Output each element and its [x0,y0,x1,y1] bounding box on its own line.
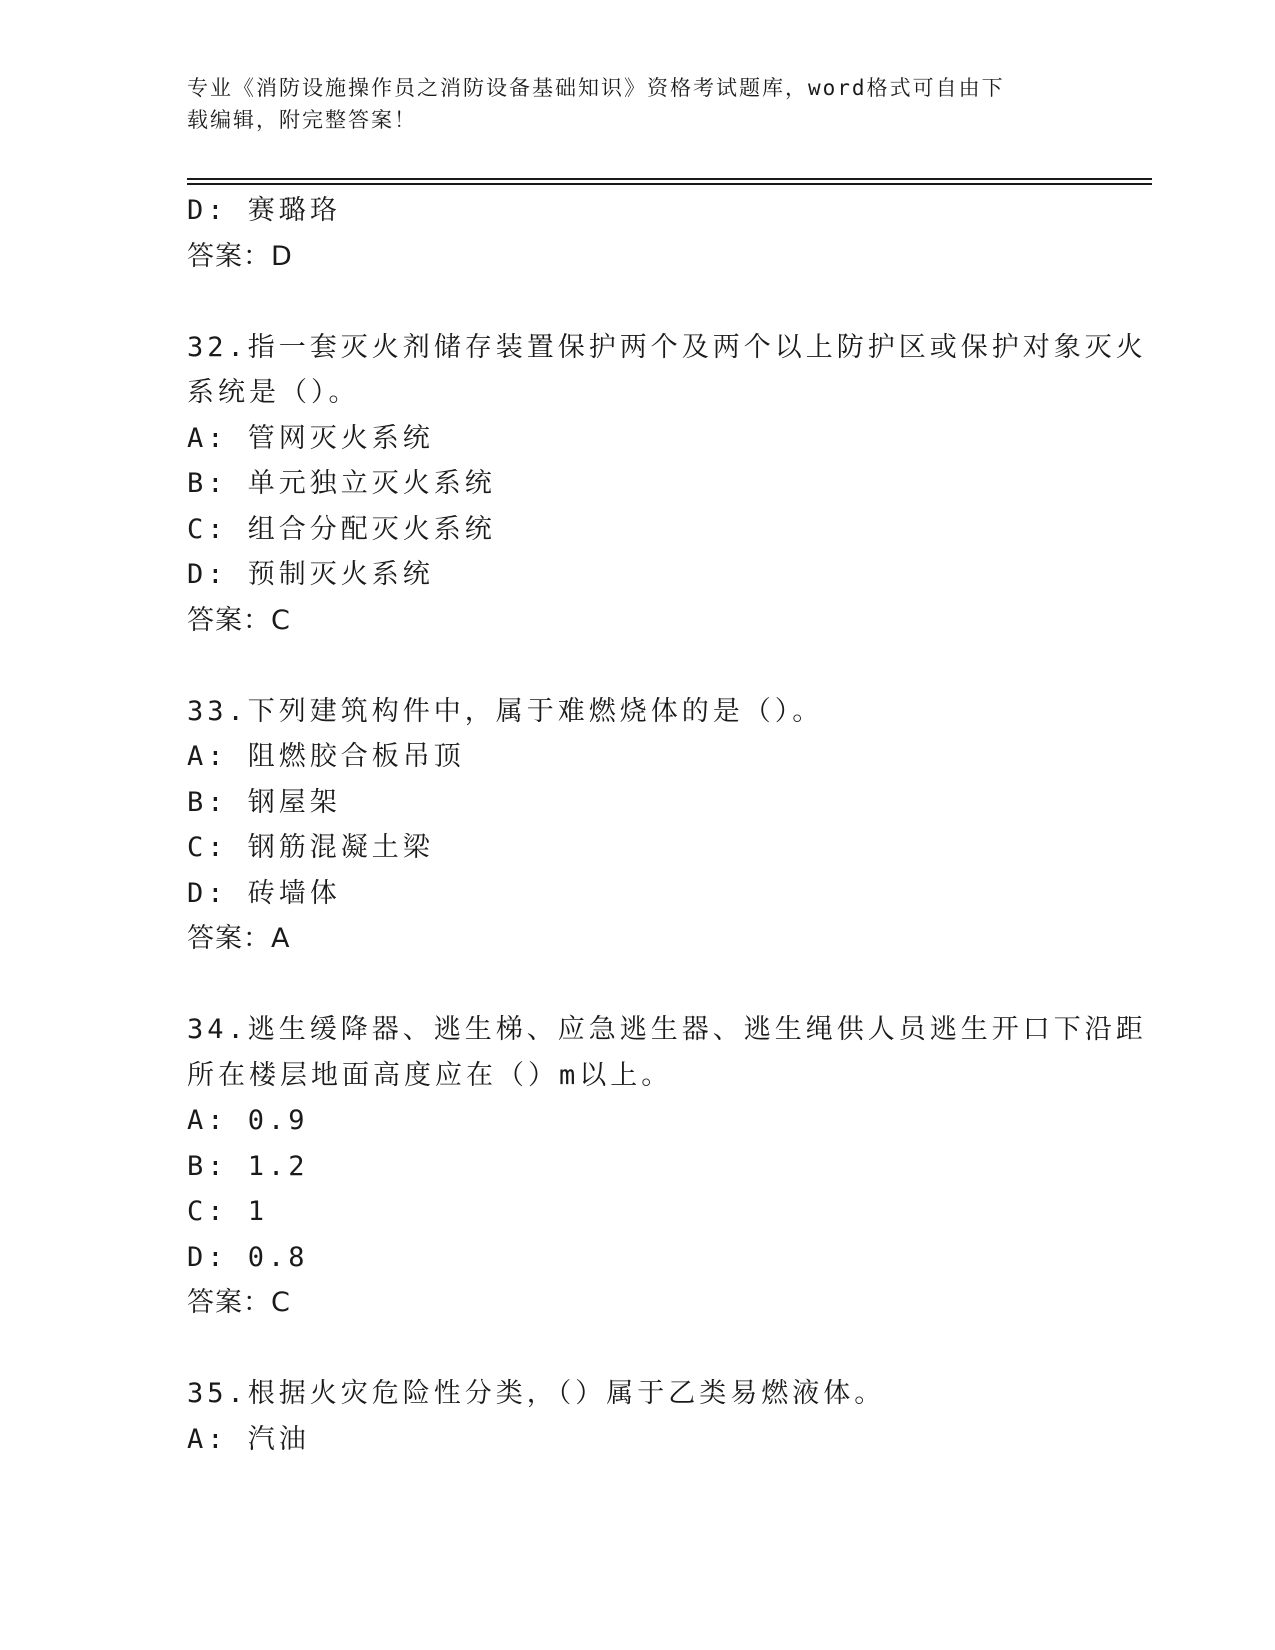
spacer [187,279,1087,325]
spacer [187,1326,1087,1372]
option-a: A: 阻燃胶合板吊顶 [187,741,465,772]
question-34 [187,1007,1147,1326]
question-stem-continued: 所在楼层地面高度应在（）m以上。 [187,1059,673,1091]
option-d: D: 预制灭火系统 [187,559,434,590]
option-a: A: 管网灭火系统 [187,422,434,454]
question-35 [187,1371,1087,1462]
question-stem: 34.逃生缓降器、逃生梯、应急逃生器、逃生绳供人员逃生开口下沿距 [187,1014,1147,1045]
question-stem: 35.根据火灾危险性分类，（）属于乙类易燃液体。 [187,1378,886,1409]
spacer [187,962,1087,1008]
answer-label: 答案：C [187,1287,291,1318]
option-b: B: 1.2 [187,1150,309,1182]
option-b: B: 钢屋架 [187,786,341,818]
option-a: A: 0.9 [187,1105,309,1136]
question-list [187,188,1147,1462]
option-c: C: 1 [187,1196,269,1227]
question-33 [187,689,1087,962]
header-divider-top [187,178,1152,180]
option-d: D: 赛璐珞 [187,195,341,226]
header-line-1: 专业《消防设施操作员之消防设备基础知识》资格考试题库，word格式可自由下 [187,76,1005,100]
option-d: D: 0.8 [187,1241,309,1273]
document-header [187,72,1067,136]
option-c: C: 钢筋混凝土梁 [187,832,434,863]
option-a: A: 汽油 [187,1423,310,1455]
header-line-2: 载编辑，附完整答案！ [187,108,417,132]
spacer [187,643,1087,689]
header-divider-bottom [187,183,1152,185]
question-stem: 33.下列建筑构件中，属于难燃烧体的是（）。 [187,695,824,727]
answer-label: 答案：C [187,604,291,636]
option-d: D: 砖墙体 [187,877,341,909]
question-32 [187,325,1147,644]
question-stem: 32.指一套灭火剂储存装置保护两个及两个以上防护区或保护对象灭火 [187,331,1147,363]
question-stem-continued: 系统是（）。 [187,377,360,408]
option-c: C: 组合分配灭火系统 [187,513,496,545]
answer-label: 答案：A [187,923,291,954]
answer-label: 答案：D [187,240,293,272]
option-b: B: 单元独立灭火系统 [187,468,496,499]
question-31-tail [187,188,1087,279]
